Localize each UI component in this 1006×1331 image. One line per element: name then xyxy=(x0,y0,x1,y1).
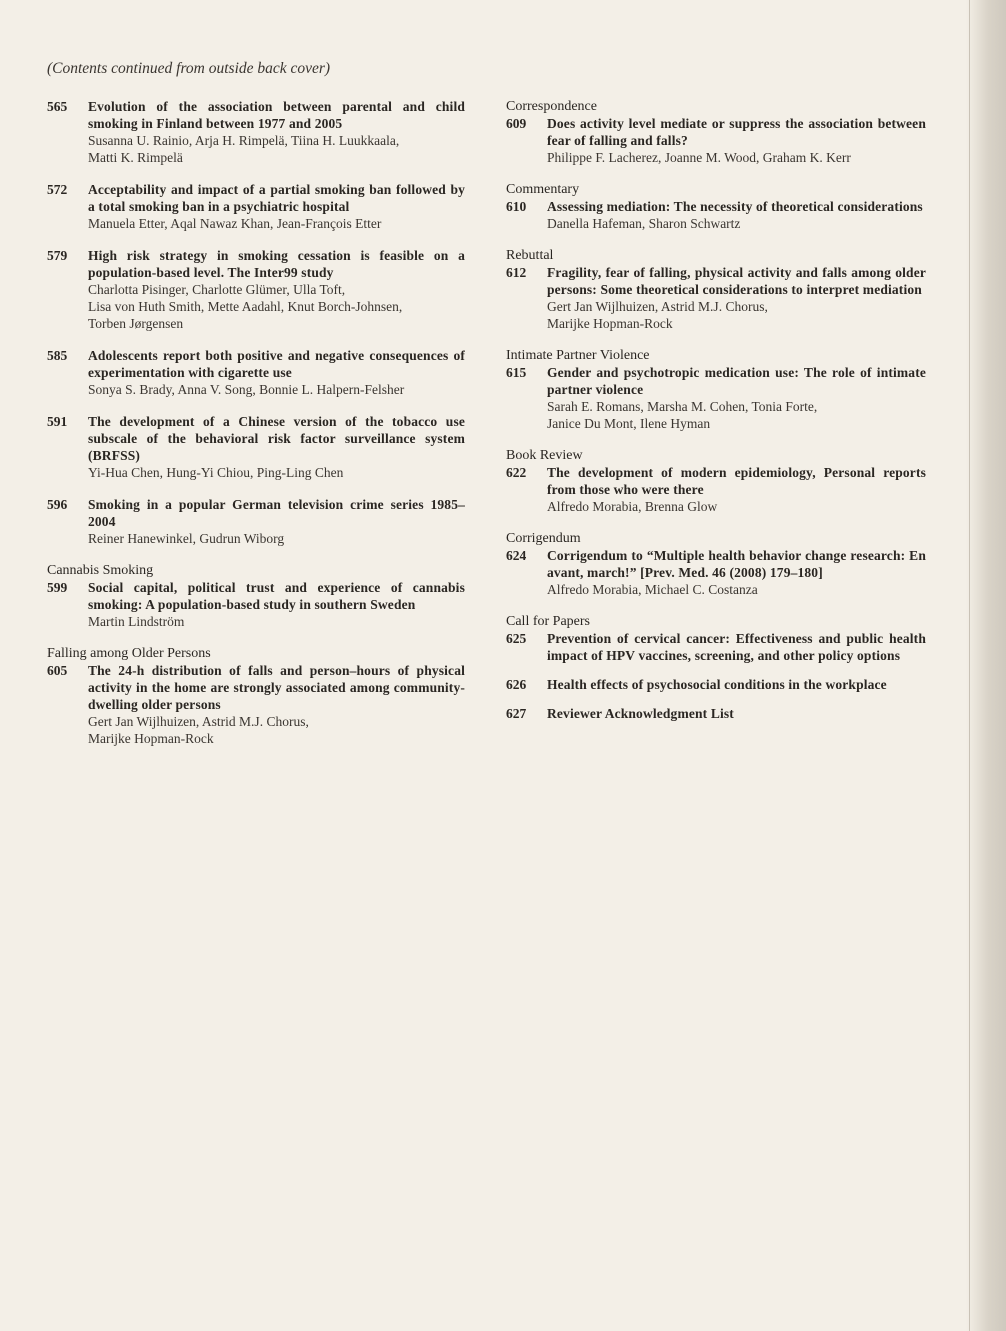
entry-body xyxy=(547,115,926,166)
article-authors: Janice Du Mont, Ilene Hyman xyxy=(547,416,711,431)
section-heading: Call for Papers xyxy=(506,614,590,629)
toc-section xyxy=(506,447,926,515)
entry-body xyxy=(547,364,926,432)
page-number: 591 xyxy=(47,414,68,429)
toc-entry xyxy=(47,413,465,481)
article-title: Evolution of the association between parental and child smoking in Finland between 1977 and 2005 xyxy=(88,99,465,131)
article-authors: Torben Jørgensen xyxy=(88,316,184,331)
entry-body xyxy=(547,676,926,693)
article-title: Assessing mediation: The necessity of theoretical considerations xyxy=(547,199,923,214)
page-number: 612 xyxy=(506,265,527,280)
article-title: Gender and psychotropic medication use: The role of intimate partner violence xyxy=(547,365,926,397)
article-authors: Marijke Hopman-Rock xyxy=(88,731,214,746)
article-title: The development of a Chinese version of the tobacco use subscale of the behavioral risk factor surveillance system (BRFSS) xyxy=(88,414,465,463)
section-heading: Rebuttal xyxy=(506,248,554,263)
section-heading: Commentary xyxy=(506,182,580,197)
entry-body xyxy=(547,705,926,722)
article-authors: Gert Jan Wijlhuizen, Astrid M.J. Chorus, xyxy=(88,714,309,729)
toc-entry xyxy=(47,181,465,232)
page-number: 622 xyxy=(506,465,527,480)
toc-section xyxy=(506,530,926,598)
article-authors: Marijke Hopman-Rock xyxy=(547,316,673,331)
entry-body xyxy=(88,579,465,630)
toc-entry xyxy=(506,547,926,598)
page-number: 599 xyxy=(47,580,68,595)
article-authors: Alfredo Morabia, Brenna Glow xyxy=(547,499,718,514)
article-title: Corrigendum to “Multiple health behavior change research: En avant, march!” [Prev. Med. 46 (2008) 179–180] xyxy=(547,548,926,580)
right-column xyxy=(506,98,926,737)
toc-section xyxy=(506,347,926,432)
page-number: 609 xyxy=(506,116,527,131)
toc-entry xyxy=(47,347,465,398)
article-title: The development of modern epidemiology, Personal reports from those who were there xyxy=(547,465,926,497)
article-authors: Sonya S. Brady, Anna V. Song, Bonnie L. Halpern-Felsher xyxy=(88,382,405,397)
entry-body xyxy=(547,264,926,332)
section-heading: Book Review xyxy=(506,448,583,463)
entry-body xyxy=(88,247,465,332)
article-authors: Lisa von Huth Smith, Mette Aadahl, Knut Borch-Johnsen, xyxy=(88,299,403,314)
article-title: Acceptability and impact of a partial smoking ban followed by a total smoking ban in a psychiatric hospital xyxy=(88,182,465,214)
article-authors: Yi-Hua Chen, Hung-Yi Chiou, Ping-Ling Chen xyxy=(88,465,344,480)
entry-body xyxy=(547,630,926,664)
page-number: 626 xyxy=(506,677,527,692)
page-number: 585 xyxy=(47,348,68,363)
toc-entry xyxy=(47,579,465,630)
article-authors: Sarah E. Romans, Marsha M. Cohen, Tonia Forte, xyxy=(547,399,818,414)
toc-entry xyxy=(47,662,465,747)
page-number: 596 xyxy=(47,497,68,512)
entry-body xyxy=(88,181,465,232)
toc-entry xyxy=(506,630,926,664)
toc-entry xyxy=(506,705,926,722)
left-column xyxy=(47,98,465,762)
page-number: 579 xyxy=(47,248,68,263)
article-title: Health effects of psychosocial conditions in the workplace xyxy=(547,677,887,692)
toc-entry xyxy=(506,464,926,515)
toc-section xyxy=(506,181,926,232)
toc-entry xyxy=(506,115,926,166)
article-title: Prevention of cervical cancer: Effectiveness and public health impact of HPV vaccines, screening, and other policy options xyxy=(547,631,926,663)
article-authors: Reiner Hanewinkel, Gudrun Wiborg xyxy=(88,531,285,546)
toc-entry xyxy=(506,364,926,432)
toc-section xyxy=(47,645,465,747)
article-authors: Gert Jan Wijlhuizen, Astrid M.J. Chorus, xyxy=(547,299,768,314)
article-title: Fragility, fear of falling, physical activity and falls among older persons: Some theoretical considerations to interpret mediation xyxy=(547,265,926,297)
article-authors: Charlotta Pisinger, Charlotte Glümer, Ulla Toft, xyxy=(88,282,346,297)
section-heading: Intimate Partner Violence xyxy=(506,348,650,363)
page-number: 565 xyxy=(47,99,68,114)
section-heading: Falling among Older Persons xyxy=(47,646,211,661)
toc-section xyxy=(506,613,926,722)
page-number: 572 xyxy=(47,182,68,197)
toc-section xyxy=(506,247,926,332)
page-number: 627 xyxy=(506,706,527,721)
page-number: 605 xyxy=(47,663,68,678)
page-number: 625 xyxy=(506,631,527,646)
article-title: Adolescents report both positive and negative consequences of experimentation with cigarette use xyxy=(88,348,465,380)
entry-body xyxy=(88,413,465,481)
toc-entry xyxy=(506,676,926,693)
toc-section xyxy=(506,98,926,166)
toc-entry xyxy=(47,247,465,332)
page-number: 610 xyxy=(506,199,527,214)
article-title: Reviewer Acknowledgment List xyxy=(547,706,734,721)
toc-entry xyxy=(506,198,926,232)
entry-body xyxy=(547,198,926,232)
toc-entry xyxy=(47,496,465,547)
entry-body xyxy=(88,496,465,547)
article-authors: Matti K. Rimpelä xyxy=(88,150,183,165)
contents-continued-header: (Contents continued from outside back cover) xyxy=(47,60,331,77)
entry-body xyxy=(88,98,465,166)
article-title: High risk strategy in smoking cessation is feasible on a population-based level. The Inter99 study xyxy=(88,248,465,280)
page-number: 615 xyxy=(506,365,527,380)
entry-body xyxy=(547,547,926,598)
entry-body xyxy=(547,464,926,515)
section-heading: Correspondence xyxy=(506,99,597,114)
article-title: Smoking in a popular German television crime series 1985–2004 xyxy=(88,497,465,529)
article-authors: Manuela Etter, Aqal Nawaz Khan, Jean-François Etter xyxy=(88,216,382,231)
page-number: 624 xyxy=(506,548,527,563)
article-authors: Alfredo Morabia, Michael C. Costanza xyxy=(547,582,758,597)
article-authors: Philippe F. Lacherez, Joanne M. Wood, Graham K. Kerr xyxy=(547,150,851,165)
article-authors: Martin Lindström xyxy=(88,614,185,629)
toc-entry xyxy=(47,98,465,166)
article-authors: Danella Hafeman, Sharon Schwartz xyxy=(547,216,741,231)
section-heading: Cannabis Smoking xyxy=(47,563,154,578)
article-title: Social capital, political trust and experience of cannabis smoking: A population-based study in southern Sweden xyxy=(88,580,465,612)
page-edge-line xyxy=(969,0,970,1331)
section-heading: Corrigendum xyxy=(506,531,581,546)
article-title: The 24-h distribution of falls and person–hours of physical activity in the home are strongly associated among community-dwelling older persons xyxy=(88,663,465,712)
toc-section xyxy=(47,562,465,630)
toc-entry xyxy=(506,264,926,332)
article-authors: Susanna U. Rainio, Arja H. Rimpelä, Tiina H. Luukkaala, xyxy=(88,133,400,148)
page-edge-shadow xyxy=(966,0,1006,1331)
entry-body xyxy=(88,662,465,747)
entry-body xyxy=(88,347,465,398)
article-title: Does activity level mediate or suppress the association between fear of falling and falls? xyxy=(547,116,926,148)
